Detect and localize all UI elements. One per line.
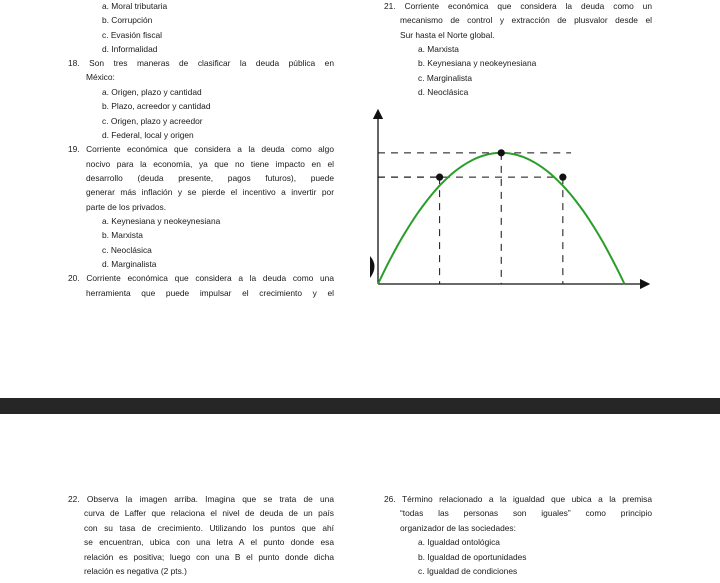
curve-point-1 — [436, 174, 443, 181]
q19-text-line1: 19. Corriente económica que considera a la deuda como algo — [68, 144, 334, 154]
q21-option-b: b. Keynesiana y neokeynesiana — [418, 58, 537, 68]
q22-text-line1: 22. Observa la imagen arriba. Imagina que se trata de una — [68, 494, 334, 504]
q18-text-line2: México: — [86, 72, 115, 82]
q18-option-a: a. Origen, plazo y cantidad — [102, 87, 202, 97]
q22-text-line4: se encuentran, ubica con una letra A el punto donde esa — [84, 537, 334, 547]
q26-option-b: b. Igualdad de oportunidades — [418, 552, 527, 562]
q17-option-b: b. Corrupción — [102, 15, 153, 25]
q22-text-line6: relación es negativa (2 pts.) — [84, 566, 187, 576]
q21-option-a: a. Marxista — [418, 44, 459, 54]
q21-text-line3: Sur hasta el Norte global. — [400, 30, 495, 40]
q17-option-c: c. Evasión fiscal — [102, 30, 163, 40]
q20-text-line1: 20. Corriente económica que considera a la deuda como una — [68, 273, 334, 283]
q17-option-a: a. Moral tributaria — [102, 1, 168, 11]
q21-text-line1: 21. Corriente económica que considera la deuda como un — [384, 1, 652, 11]
q18-option-c: c. Origen, plazo y acreedor — [102, 116, 203, 126]
q22-text-line5: relación es positiva; luego con una B el punto donde dicha — [84, 552, 334, 562]
q19-text-line5: parte de los privados. — [86, 202, 167, 212]
curve-point-3 — [559, 174, 566, 181]
q26-text-line3: organizador de las sociedades: — [400, 523, 516, 533]
q20-text-line2: herramienta que puede impulsar el crecimiento y el — [86, 288, 334, 298]
q19-option-b: b. Marxista — [102, 230, 143, 240]
q19-text-line4: generar más inflación y se pierde el incentivo a invertir por — [86, 187, 334, 197]
q21-option-d: d. Neoclásica — [418, 87, 469, 97]
q19-option-a: a. Keynesiana y neokeynesiana — [102, 216, 221, 226]
q26-text-line1: 26. Término relacionado a la igualdad que ubica a la premisa — [384, 494, 652, 504]
q21-option-c: c. Marginalista — [418, 73, 472, 83]
q19-option-c: c. Neoclásica — [102, 245, 152, 255]
q22-text-line2: curva de Laffer que relaciona el nivel de deuda de un país — [84, 508, 334, 518]
q26-option-c: c. Igualdad de condiciones — [418, 566, 518, 576]
laffer-curve-chart — [360, 106, 660, 306]
q21-text-line2: mecanismo de control y extracción de plusvalor desde el — [400, 15, 652, 25]
y-axis-clip-mark — [370, 256, 375, 278]
curve-point-2 — [498, 149, 505, 156]
q19-option-d: d. Marginalista — [102, 259, 157, 269]
q19-text-line3: desarrollo (deuda presente, pagos futuros), puede — [86, 173, 334, 183]
q17-option-d: d. Informalidad — [102, 44, 158, 54]
q22-text-line3: con su tasa de crecimiento. Utilizando los puntos que ahí — [84, 523, 334, 533]
q19-text-line2: nocivo para la economía, ya que no tiene impacto en el — [86, 159, 334, 169]
page-divider — [0, 398, 720, 414]
q18-text-line1: 18. Son tres maneras de clasificar la deuda pública en — [68, 58, 334, 68]
page-bottom — [0, 414, 720, 583]
q26-option-a: a. Igualdad ontológica — [418, 537, 500, 547]
q26-text-line2: “todas las personas son iguales” como principio — [400, 508, 652, 518]
q18-option-b: b. Plazo, acreedor y cantidad — [102, 101, 211, 111]
q18-option-d: d. Federal, local y origen — [102, 130, 194, 140]
